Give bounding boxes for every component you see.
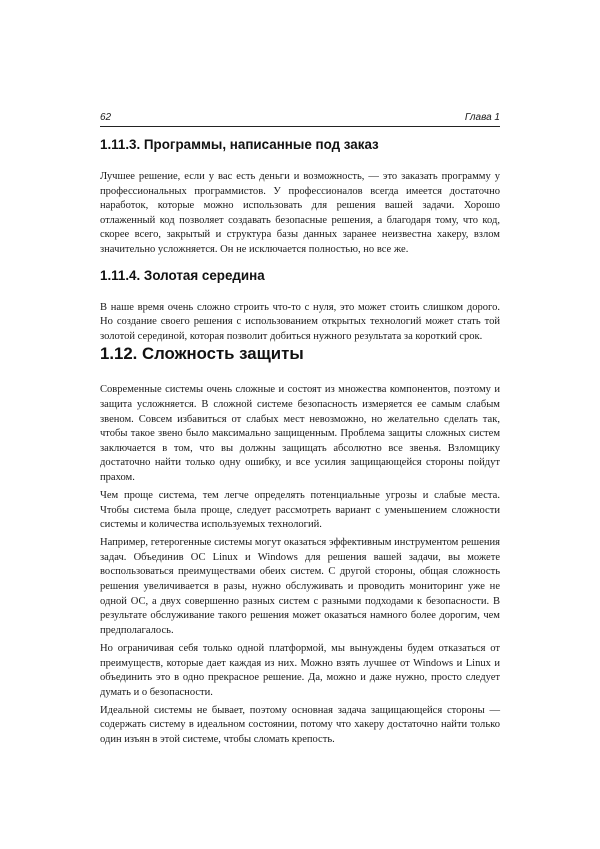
paragraph-1-12-2: Чем проще система, тем легче определять потенциальные угрозы и слабые места. Чтобы система была проще, следует рассмотреть вариант с уменьшением сложности системы и количества используемых технологий.: [100, 490, 500, 531]
paragraph-1-11-3: Лучшее решение, если у вас есть деньги и возможность, — это заказать программу у профессиональных программистов. У профессионалов всегда имеется достаточно наработок, которые можно использовать для решения вашей задачи. Хорошо отлаженный код позволяет создавать безопасные решения, а благодаря тому, что код, скорее всего, закрытый и структура базы данных заранее неизвестна хакеру, взлом значительно усложняется. Он не исключается полностью, но все же.: [100, 171, 500, 255]
paragraph-1-12-5: Идеальной системы не бывает, поэтому основная задача защищающейся стороны — содержать систему в идеальном состоянии, потому что хакеру достаточно найти только один изъян в этой системе, чтобы сломать крепость.: [100, 704, 500, 745]
paragraph-1-12-3: Например, гетерогенные системы могут оказаться эффективным инструментом решения задач. Объединив ОС Linux и Windows для решения вашей задачи, вы можете воспользоваться преимуществами обеих систем. С другой стороны, общая сложность решения увеличивается в разы, нужно обслуживать и проводить мониторинг уже не одной ОС, а двух совершенно разных систем с разными подходами к безопасности. В результате обслуживание такого решения может оказаться намного более дорогим, чем предполагалось.: [100, 537, 500, 636]
paragraph-1-12-1: Современные системы очень сложные и состоят из множества компонентов, поэтому и защита усложняется. В сложной системе безопасность измеряется ее самым слабым звеном. Совсем избавиться от слабых мест невозможно, но желательно сделать так, чтобы такое звено было максимально защищенным. Проблема защиты сложных систем заключается в том, что вы должны защищать абсолютно все звенья. Взломщику достаточно найти только одну ошибку, и все усилия защищающейся стороны пойдут прахом.: [100, 384, 500, 483]
paragraph-1-11-4: В наше время очень сложно строить что-то с нуля, это может стоить слишком дорого. Но создание своего решения с использованием открытых технологий может стать той золотой серединой, которая позволит добиться нужного результата за короткий срок.: [100, 301, 500, 342]
heading-1-12: 1.12. Сложность защиты: [100, 344, 304, 364]
paragraph-1-12-4: Но ограничивая себя только одной платформой, мы вынуждены будем отказаться от преимуществ, которые дает каждая из них. Можно взять лучшее от Windows и Linux и объединить это в одно прекрасное решение. Да, можно и даже нужно, просто следует думать и о безопасности.: [100, 642, 500, 698]
heading-1-11-4: 1.11.4. Золотая середина: [100, 267, 265, 283]
book-page: [100, 112, 500, 748]
page-number: 62: [100, 112, 112, 123]
running-header: [100, 112, 500, 127]
chapter-label: Глава 1: [464, 112, 500, 123]
heading-1-11-3: 1.11.3. Программы, написанные под заказ: [100, 137, 379, 152]
